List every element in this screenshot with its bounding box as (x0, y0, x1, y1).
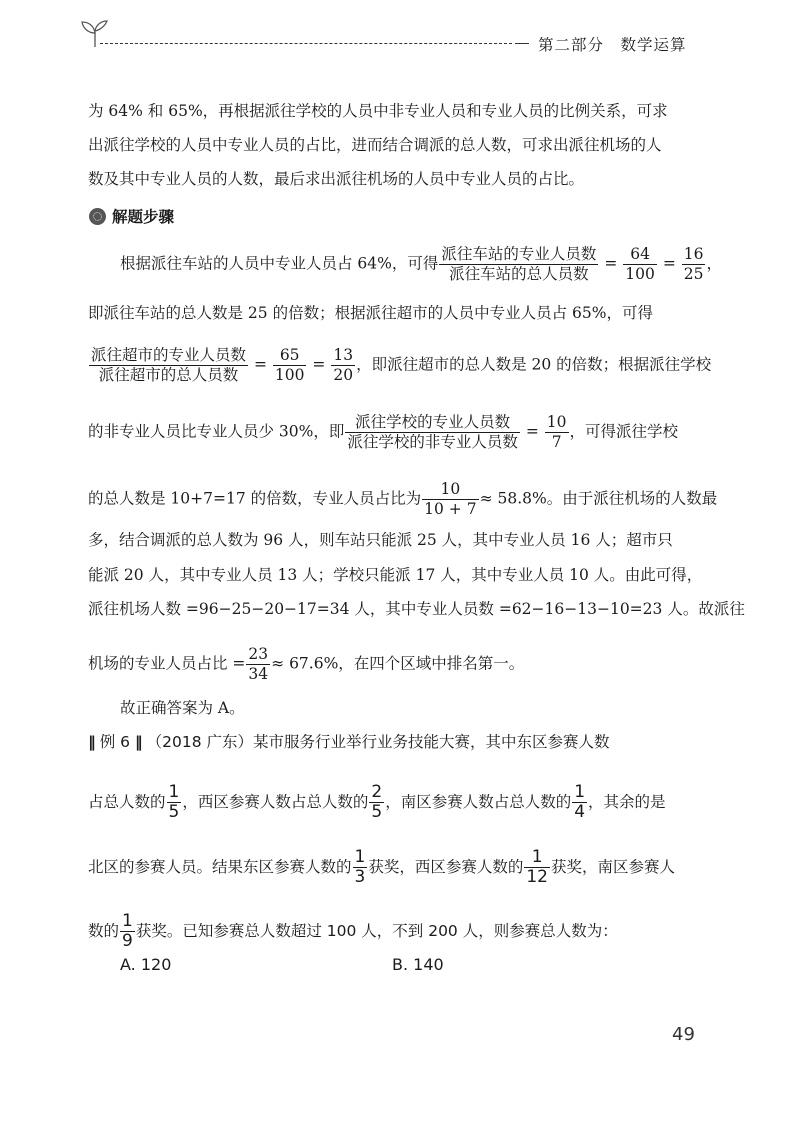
denominator: 3 (354, 867, 366, 887)
fraction (369, 783, 384, 822)
option-b: B. 140 (392, 955, 444, 974)
numerator: 1 (574, 782, 586, 802)
numerator: 派往超市的专业人员数 (91, 346, 247, 364)
numerator: 10 (422, 480, 478, 500)
text: ≈ 58.8%。由于派往机场的人数最 (479, 489, 718, 508)
option-a: A. 120 (120, 955, 172, 974)
numerator: 23 (248, 645, 269, 663)
numerator: 派往车站的专业人员数 (441, 245, 597, 263)
fraction (623, 245, 657, 284)
example-line-1 (88, 730, 610, 754)
example-line-4 (88, 912, 618, 951)
fraction (422, 480, 478, 519)
example-line-2 (88, 783, 666, 822)
fraction (89, 346, 248, 385)
equals: = (312, 355, 326, 374)
numerator: 65 (273, 346, 307, 366)
text: ，其余的是 (588, 793, 666, 811)
text: 的非专业人员比专业人员少 30%，即 (88, 422, 345, 441)
denominator: 12 (526, 867, 548, 887)
fraction (345, 413, 520, 452)
numerator: 10 (546, 413, 567, 431)
answer-line: 故正确答案为 A。 (120, 699, 245, 717)
text: 获奖，西区参赛人数的 (368, 858, 524, 876)
equals: = (662, 254, 676, 273)
bar-left: ‖ (88, 733, 95, 751)
solution-line-4 (88, 413, 678, 452)
fraction (439, 245, 598, 284)
denominator: 5 (371, 802, 383, 822)
denominator: 派往车站的总人员数 (449, 265, 589, 283)
denominator: 100 (625, 265, 655, 283)
numerator: 1 (168, 782, 180, 802)
denominator: 派往超市的总人员数 (98, 366, 239, 384)
fraction (572, 783, 587, 822)
sprout-icon (78, 18, 112, 52)
text: ，即派往超市的总人数是 20 的倍数；根据派往学校 (356, 355, 712, 374)
intro-line-1: 为 64% 和 65%，再根据派往学校的人员中非专业人员和专业人员的比例关系，可求 (88, 102, 668, 120)
page-number: 49 (672, 1024, 695, 1045)
text: 获奖。已知参赛总人数超过 100 人，不到 200 人，则参赛总人数为： (135, 922, 618, 940)
fraction (682, 245, 706, 284)
numerator: 1 (122, 911, 133, 931)
section-title: 第二部分 数学运算 (538, 36, 687, 54)
steps-icon (89, 208, 106, 225)
fraction (167, 783, 182, 822)
solution-line-9 (88, 645, 524, 684)
solution-line-6: 多，结合调派的总人数为 96 人，则车站只能派 25 人，其中专业人员 16 人；超市只 (88, 531, 673, 549)
fraction (524, 848, 550, 887)
solution-line-3 (88, 346, 711, 385)
text: 机场的专业人员占比 = (88, 654, 246, 673)
text: ，南区参赛人数占总人数的 (385, 793, 572, 811)
numerator: 16 (683, 245, 704, 263)
denominator: 20 (333, 366, 354, 384)
fraction (273, 346, 307, 385)
equals: = (525, 422, 539, 441)
text: 数的 (88, 922, 120, 940)
intro-line-2: 出派往学校的人员中专业人员的占比，进而结合调派的总人数，可求出派往机场的人 (88, 136, 662, 154)
denominator: 4 (574, 802, 586, 822)
equals: = (253, 355, 267, 374)
text: ，可得派往学校 (569, 422, 679, 441)
solution-line-2: 即派往车站的总人数是 25 的倍数；根据派往超市的人员中专业人员占 65%，可得 (88, 304, 653, 322)
example-label: 例 6 (99, 733, 130, 751)
text: ，西区参赛人数占总人数的 (182, 793, 369, 811)
text: （2018 广东）某市服务行业举行业务技能大赛，其中东区参赛人数 (146, 733, 610, 751)
solution-line-7: 能派 20 人，其中专业人员 13 人；学校只能派 17 人，其中专业人员 10 人。由此可得， (88, 566, 703, 584)
solution-line-1 (120, 245, 722, 284)
numerator: 64 (623, 245, 657, 265)
solution-line-5 (88, 480, 717, 519)
numerator: 2 (371, 782, 383, 802)
fraction (246, 645, 270, 684)
numerator: 派往学校的专业人员数 (345, 413, 520, 433)
numerator: 1 (354, 847, 366, 867)
text: 获奖，南区参赛人 (551, 858, 676, 876)
steps-heading: 解题步骤 (112, 208, 175, 226)
text: ≈ 67.6%，在四个区域中排名第一。 (271, 654, 525, 673)
fraction (353, 848, 368, 887)
denominator: 34 (248, 665, 269, 683)
denominator: 10 + 7 (424, 500, 477, 518)
equals: = (604, 254, 618, 273)
fraction (331, 346, 355, 385)
numerator: 1 (524, 848, 550, 868)
denominator: 25 (683, 265, 704, 283)
fraction (120, 912, 135, 951)
text: 占总人数的 (88, 793, 166, 811)
intro-line-3: 数及其中专业人员的人数，最后求出派往机场的人员中专业人员的占比。 (88, 170, 585, 188)
text: 北区的参赛人员。结果东区参赛人数的 (88, 858, 352, 876)
text: 根据派往车站的人员中专业人员占 64%，可得 (120, 254, 439, 273)
denominator: 7 (551, 433, 562, 451)
fraction (545, 413, 569, 452)
denominator: 派往学校的非专业人员数 (347, 433, 518, 451)
header-dash (515, 43, 529, 44)
comma: ， (706, 254, 722, 273)
example-line-3 (88, 848, 675, 887)
solution-line-8: 派往机场人数 =96−25−20−17=34 人，其中专业人员数 =62−16−13−10=23 人。故派往 (88, 600, 745, 618)
header-rule (100, 43, 512, 44)
denominator: 5 (168, 802, 180, 822)
numerator: 13 (333, 346, 354, 364)
bar-right: ‖ (134, 733, 142, 751)
denominator: 9 (122, 931, 133, 951)
text: 的总人数是 10+7=17 的倍数，专业人员占比为 (88, 489, 422, 508)
denominator: 100 (274, 366, 305, 384)
